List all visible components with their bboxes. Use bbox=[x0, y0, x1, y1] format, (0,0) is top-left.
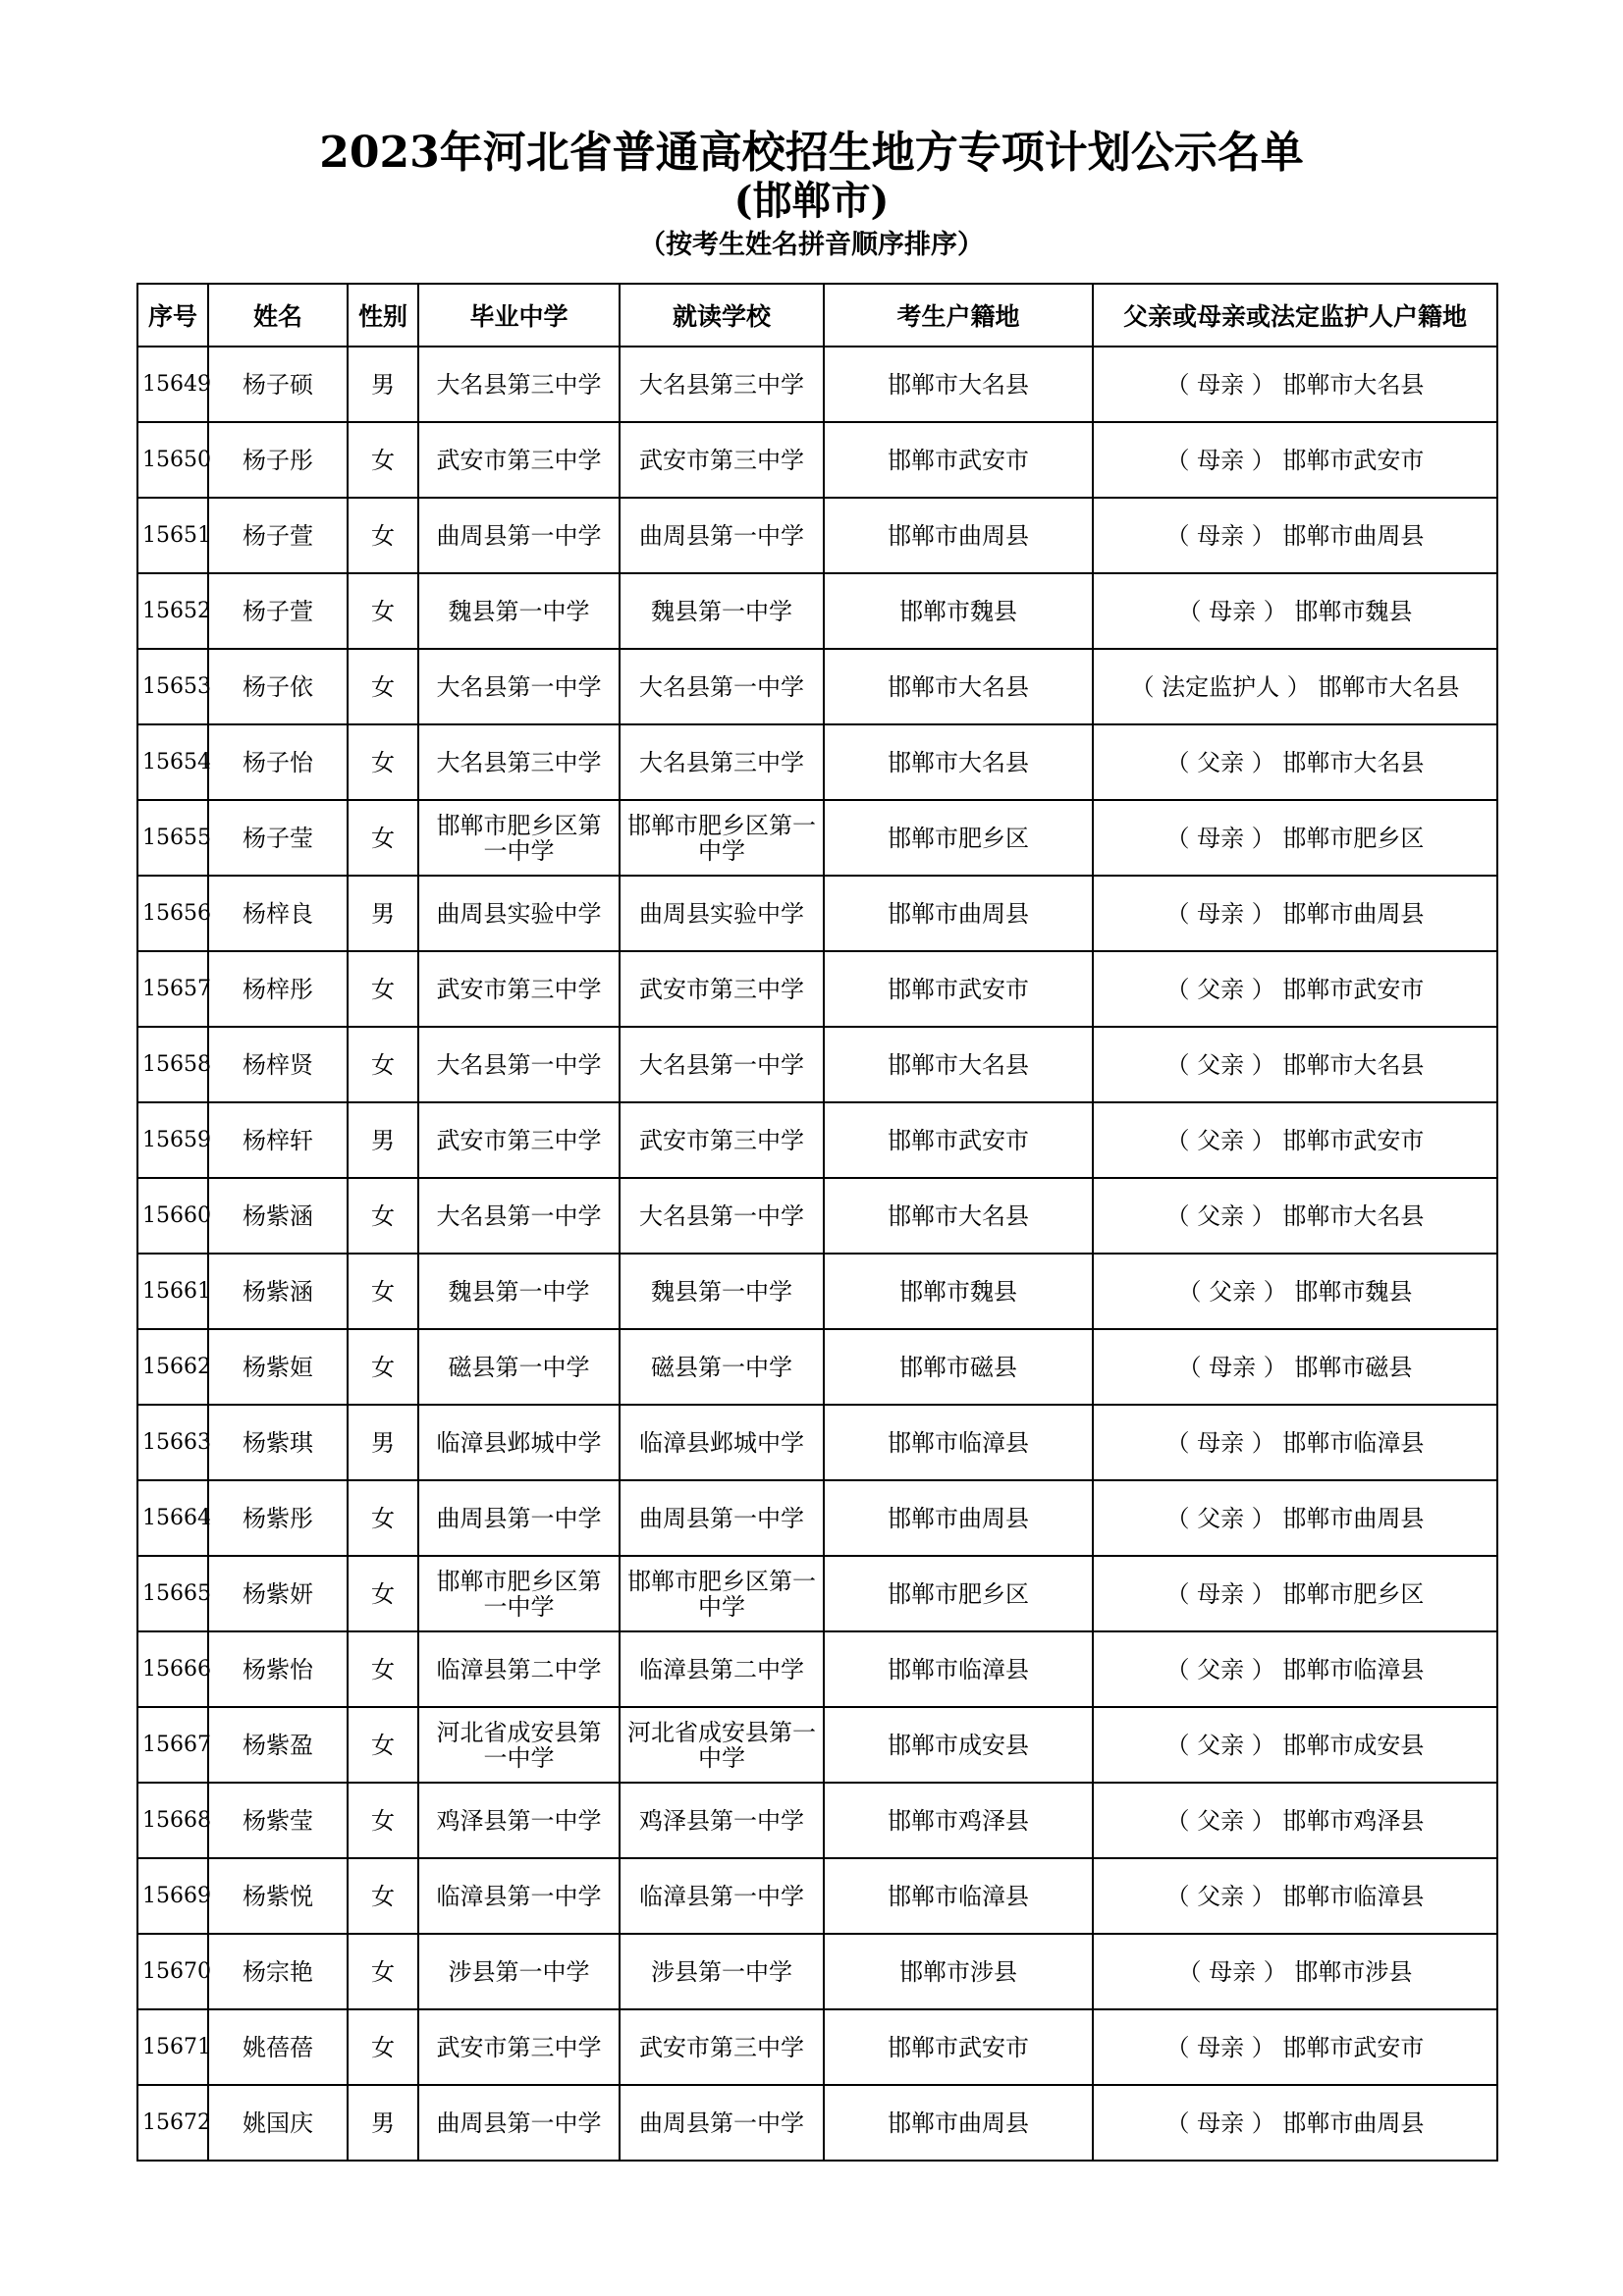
cell-name: 杨宗艳 bbox=[208, 1934, 348, 2009]
header-graduation-school: 毕业中学 bbox=[418, 284, 620, 347]
cell-gender: 女 bbox=[348, 1480, 418, 1556]
table-row bbox=[137, 1707, 1497, 1783]
cell-seq: 15655 bbox=[137, 800, 208, 876]
cell-graduation-school: 邯郸市肥乡区第一中学 bbox=[418, 800, 620, 876]
cell-gender: 女 bbox=[348, 1631, 418, 1707]
header-gender: 性别 bbox=[348, 284, 418, 347]
cell-student-household: 邯郸市大名县 bbox=[824, 649, 1093, 724]
table-row bbox=[137, 1329, 1497, 1405]
cell-student-household: 邯郸市临漳县 bbox=[824, 1858, 1093, 1934]
cell-seq: 15667 bbox=[137, 1707, 208, 1783]
cell-current-school: 魏县第一中学 bbox=[620, 1254, 824, 1329]
cell-seq: 15666 bbox=[137, 1631, 208, 1707]
cell-current-school: 曲周县第一中学 bbox=[620, 498, 824, 573]
cell-guardian-household: （ 母亲 ） 邯郸市魏县 bbox=[1093, 573, 1497, 649]
cell-seq: 15660 bbox=[137, 1178, 208, 1254]
cell-guardian-household: （ 父亲 ） 邯郸市魏县 bbox=[1093, 1254, 1497, 1329]
cell-current-school: 邯郸市肥乡区第一中学 bbox=[620, 800, 824, 876]
cell-student-household: 邯郸市武安市 bbox=[824, 2009, 1093, 2085]
cell-seq: 15672 bbox=[137, 2085, 208, 2161]
cell-graduation-school: 曲周县实验中学 bbox=[418, 876, 620, 951]
cell-seq: 15664 bbox=[137, 1480, 208, 1556]
cell-gender: 男 bbox=[348, 876, 418, 951]
cell-current-school: 大名县第三中学 bbox=[620, 347, 824, 422]
cell-student-household: 邯郸市曲周县 bbox=[824, 1480, 1093, 1556]
cell-gender: 女 bbox=[348, 573, 418, 649]
cell-name: 杨紫姮 bbox=[208, 1329, 348, 1405]
cell-gender: 女 bbox=[348, 800, 418, 876]
cell-student-household: 邯郸市临漳县 bbox=[824, 1405, 1093, 1480]
cell-name: 姚国庆 bbox=[208, 2085, 348, 2161]
cell-current-school: 磁县第一中学 bbox=[620, 1329, 824, 1405]
cell-graduation-school: 临漳县第二中学 bbox=[418, 1631, 620, 1707]
cell-name: 杨紫盈 bbox=[208, 1707, 348, 1783]
cell-current-school: 武安市第三中学 bbox=[620, 951, 824, 1027]
sort-note: （按考生姓名拼音顺序排序） bbox=[639, 230, 984, 260]
cell-graduation-school: 河北省成安县第一中学 bbox=[418, 1707, 620, 1783]
cell-student-household: 邯郸市临漳县 bbox=[824, 1631, 1093, 1707]
cell-graduation-school: 大名县第三中学 bbox=[418, 347, 620, 422]
cell-gender: 女 bbox=[348, 1027, 418, 1102]
cell-guardian-household: （ 父亲 ） 邯郸市武安市 bbox=[1093, 951, 1497, 1027]
admission-list-table bbox=[136, 283, 1498, 2162]
cell-graduation-school: 大名县第一中学 bbox=[418, 1027, 620, 1102]
cell-graduation-school: 武安市第三中学 bbox=[418, 1102, 620, 1178]
cell-current-school: 邯郸市肥乡区第一中学 bbox=[620, 1556, 824, 1631]
cell-seq: 15669 bbox=[137, 1858, 208, 1934]
cell-guardian-household: （ 父亲 ） 邯郸市大名县 bbox=[1093, 724, 1497, 800]
cell-current-school: 武安市第三中学 bbox=[620, 2009, 824, 2085]
cell-guardian-household: （ 母亲 ） 邯郸市曲周县 bbox=[1093, 2085, 1497, 2161]
cell-gender: 女 bbox=[348, 422, 418, 498]
table-row bbox=[137, 422, 1497, 498]
cell-guardian-household: （ 父亲 ） 邯郸市鸡泽县 bbox=[1093, 1783, 1497, 1858]
cell-name: 杨紫妍 bbox=[208, 1556, 348, 1631]
header-guardian-household: 父亲或母亲或法定监护人户籍地 bbox=[1093, 284, 1497, 347]
cell-graduation-school: 磁县第一中学 bbox=[418, 1329, 620, 1405]
cell-guardian-household: （ 父亲 ） 邯郸市曲周县 bbox=[1093, 1480, 1497, 1556]
cell-gender: 男 bbox=[348, 1405, 418, 1480]
cell-student-household: 邯郸市磁县 bbox=[824, 1329, 1093, 1405]
cell-guardian-household: （ 父亲 ） 邯郸市大名县 bbox=[1093, 1027, 1497, 1102]
header-seq: 序号 bbox=[137, 284, 208, 347]
table-row bbox=[137, 800, 1497, 876]
cell-name: 杨梓轩 bbox=[208, 1102, 348, 1178]
cell-seq: 15659 bbox=[137, 1102, 208, 1178]
table-header-row bbox=[137, 284, 1497, 347]
cell-gender: 女 bbox=[348, 1783, 418, 1858]
cell-current-school: 大名县第一中学 bbox=[620, 649, 824, 724]
cell-seq: 15650 bbox=[137, 422, 208, 498]
cell-name: 杨紫莹 bbox=[208, 1783, 348, 1858]
cell-student-household: 邯郸市大名县 bbox=[824, 1027, 1093, 1102]
cell-graduation-school: 武安市第三中学 bbox=[418, 2009, 620, 2085]
cell-name: 杨紫悦 bbox=[208, 1858, 348, 1934]
cell-gender: 女 bbox=[348, 1934, 418, 2009]
cell-name: 杨子硕 bbox=[208, 347, 348, 422]
cell-student-household: 邯郸市大名县 bbox=[824, 724, 1093, 800]
cell-current-school: 曲周县实验中学 bbox=[620, 876, 824, 951]
cell-current-school: 武安市第三中学 bbox=[620, 422, 824, 498]
cell-graduation-school: 鸡泽县第一中学 bbox=[418, 1783, 620, 1858]
table-row bbox=[137, 1027, 1497, 1102]
cell-gender: 女 bbox=[348, 649, 418, 724]
cell-name: 杨紫涵 bbox=[208, 1178, 348, 1254]
cell-graduation-school: 曲周县第一中学 bbox=[418, 2085, 620, 2161]
cell-seq: 15663 bbox=[137, 1405, 208, 1480]
cell-student-household: 邯郸市曲周县 bbox=[824, 498, 1093, 573]
table-row bbox=[137, 1783, 1497, 1858]
cell-guardian-household: （ 母亲 ） 邯郸市曲周县 bbox=[1093, 498, 1497, 573]
table-row bbox=[137, 2085, 1497, 2161]
cell-gender: 女 bbox=[348, 1329, 418, 1405]
cell-current-school: 武安市第三中学 bbox=[620, 1102, 824, 1178]
cell-gender: 女 bbox=[348, 951, 418, 1027]
cell-current-school: 河北省成安县第一中学 bbox=[620, 1707, 824, 1783]
cell-gender: 男 bbox=[348, 2085, 418, 2161]
cell-current-school: 大名县第一中学 bbox=[620, 1027, 824, 1102]
cell-guardian-household: （ 母亲 ） 邯郸市临漳县 bbox=[1093, 1405, 1497, 1480]
cell-guardian-household: （ 母亲 ） 邯郸市肥乡区 bbox=[1093, 800, 1497, 876]
cell-guardian-household: （ 父亲 ） 邯郸市大名县 bbox=[1093, 1178, 1497, 1254]
cell-student-household: 邯郸市曲周县 bbox=[824, 876, 1093, 951]
cell-gender: 女 bbox=[348, 1707, 418, 1783]
header-current-school: 就读学校 bbox=[620, 284, 824, 347]
cell-name: 杨子萱 bbox=[208, 498, 348, 573]
cell-name: 杨紫怡 bbox=[208, 1631, 348, 1707]
cell-name: 杨子萱 bbox=[208, 573, 348, 649]
cell-graduation-school: 临漳县第一中学 bbox=[418, 1858, 620, 1934]
cell-seq: 15662 bbox=[137, 1329, 208, 1405]
cell-name: 杨梓彤 bbox=[208, 951, 348, 1027]
table-row bbox=[137, 1480, 1497, 1556]
table-row bbox=[137, 1254, 1497, 1329]
cell-name: 杨子莹 bbox=[208, 800, 348, 876]
cell-guardian-household: （ 母亲 ） 邯郸市武安市 bbox=[1093, 2009, 1497, 2085]
cell-guardian-household: （ 父亲 ） 邯郸市临漳县 bbox=[1093, 1858, 1497, 1934]
cell-graduation-school: 魏县第一中学 bbox=[418, 573, 620, 649]
cell-seq: 15657 bbox=[137, 951, 208, 1027]
cell-graduation-school: 曲周县第一中学 bbox=[418, 1480, 620, 1556]
cell-current-school: 临漳县邺城中学 bbox=[620, 1405, 824, 1480]
cell-seq: 15658 bbox=[137, 1027, 208, 1102]
cell-name: 杨紫琪 bbox=[208, 1405, 348, 1480]
cell-guardian-household: （ 母亲 ） 邯郸市涉县 bbox=[1093, 1934, 1497, 2009]
cell-gender: 女 bbox=[348, 1556, 418, 1631]
cell-graduation-school: 武安市第三中学 bbox=[418, 951, 620, 1027]
cell-name: 杨梓良 bbox=[208, 876, 348, 951]
cell-graduation-school: 临漳县邺城中学 bbox=[418, 1405, 620, 1480]
cell-student-household: 邯郸市大名县 bbox=[824, 347, 1093, 422]
cell-current-school: 曲周县第一中学 bbox=[620, 1480, 824, 1556]
cell-student-household: 邯郸市鸡泽县 bbox=[824, 1783, 1093, 1858]
page-subtitle: (邯郸市) bbox=[733, 178, 890, 224]
cell-gender: 女 bbox=[348, 498, 418, 573]
cell-student-household: 邯郸市武安市 bbox=[824, 951, 1093, 1027]
header-name: 姓名 bbox=[208, 284, 348, 347]
table-row bbox=[137, 1858, 1497, 1934]
cell-graduation-school: 武安市第三中学 bbox=[418, 422, 620, 498]
cell-graduation-school: 邯郸市肥乡区第一中学 bbox=[418, 1556, 620, 1631]
cell-seq: 15668 bbox=[137, 1783, 208, 1858]
cell-current-school: 临漳县第二中学 bbox=[620, 1631, 824, 1707]
header-student-household: 考生户籍地 bbox=[824, 284, 1093, 347]
cell-seq: 15649 bbox=[137, 347, 208, 422]
cell-seq: 15665 bbox=[137, 1556, 208, 1631]
cell-student-household: 邯郸市成安县 bbox=[824, 1707, 1093, 1783]
cell-seq: 15651 bbox=[137, 498, 208, 573]
cell-guardian-household: （ 父亲 ） 邯郸市武安市 bbox=[1093, 1102, 1497, 1178]
cell-graduation-school: 涉县第一中学 bbox=[418, 1934, 620, 2009]
table-row bbox=[137, 347, 1497, 422]
cell-current-school: 魏县第一中学 bbox=[620, 573, 824, 649]
cell-current-school: 鸡泽县第一中学 bbox=[620, 1783, 824, 1858]
cell-guardian-household: （ 父亲 ） 邯郸市临漳县 bbox=[1093, 1631, 1497, 1707]
cell-student-household: 邯郸市涉县 bbox=[824, 1934, 1093, 2009]
cell-graduation-school: 大名县第三中学 bbox=[418, 724, 620, 800]
table-row bbox=[137, 649, 1497, 724]
table-row bbox=[137, 876, 1497, 951]
cell-seq: 15652 bbox=[137, 573, 208, 649]
table-body bbox=[137, 347, 1497, 2161]
cell-graduation-school: 大名县第一中学 bbox=[418, 1178, 620, 1254]
cell-current-school: 曲周县第一中学 bbox=[620, 2085, 824, 2161]
cell-gender: 男 bbox=[348, 347, 418, 422]
cell-student-household: 邯郸市武安市 bbox=[824, 422, 1093, 498]
cell-guardian-household: （ 母亲 ） 邯郸市武安市 bbox=[1093, 422, 1497, 498]
cell-guardian-household: （ 母亲 ） 邯郸市曲周县 bbox=[1093, 876, 1497, 951]
cell-graduation-school: 曲周县第一中学 bbox=[418, 498, 620, 573]
cell-name: 杨子彤 bbox=[208, 422, 348, 498]
cell-student-household: 邯郸市肥乡区 bbox=[824, 800, 1093, 876]
table-row bbox=[137, 1631, 1497, 1707]
cell-name: 杨梓贤 bbox=[208, 1027, 348, 1102]
cell-current-school: 临漳县第一中学 bbox=[620, 1858, 824, 1934]
table-row bbox=[137, 1556, 1497, 1631]
cell-seq: 15671 bbox=[137, 2009, 208, 2085]
cell-name: 姚蓓蓓 bbox=[208, 2009, 348, 2085]
cell-gender: 女 bbox=[348, 2009, 418, 2085]
cell-seq: 15661 bbox=[137, 1254, 208, 1329]
cell-guardian-household: （ 母亲 ） 邯郸市磁县 bbox=[1093, 1329, 1497, 1405]
table-row bbox=[137, 2009, 1497, 2085]
cell-student-household: 邯郸市魏县 bbox=[824, 573, 1093, 649]
cell-name: 杨紫涵 bbox=[208, 1254, 348, 1329]
cell-name: 杨紫彤 bbox=[208, 1480, 348, 1556]
cell-current-school: 大名县第一中学 bbox=[620, 1178, 824, 1254]
cell-seq: 15653 bbox=[137, 649, 208, 724]
cell-guardian-household: （ 母亲 ） 邯郸市肥乡区 bbox=[1093, 1556, 1497, 1631]
cell-name: 杨子怡 bbox=[208, 724, 348, 800]
cell-guardian-household: （ 父亲 ） 邯郸市成安县 bbox=[1093, 1707, 1497, 1783]
cell-current-school: 涉县第一中学 bbox=[620, 1934, 824, 2009]
cell-seq: 15654 bbox=[137, 724, 208, 800]
table-row bbox=[137, 1405, 1497, 1480]
table-row bbox=[137, 1178, 1497, 1254]
cell-seq: 15656 bbox=[137, 876, 208, 951]
cell-student-household: 邯郸市武安市 bbox=[824, 1102, 1093, 1178]
cell-guardian-household: （ 母亲 ） 邯郸市大名县 bbox=[1093, 347, 1497, 422]
cell-gender: 男 bbox=[348, 1102, 418, 1178]
cell-student-household: 邯郸市曲周县 bbox=[824, 2085, 1093, 2161]
cell-student-household: 邯郸市肥乡区 bbox=[824, 1556, 1093, 1631]
cell-seq: 15670 bbox=[137, 1934, 208, 2009]
table-row bbox=[137, 573, 1497, 649]
table-row bbox=[137, 1102, 1497, 1178]
cell-graduation-school: 大名县第一中学 bbox=[418, 649, 620, 724]
table-row bbox=[137, 498, 1497, 573]
cell-current-school: 大名县第三中学 bbox=[620, 724, 824, 800]
page-title: 2023年河北省普通高校招生地方专项计划公示名单 bbox=[319, 128, 1304, 178]
cell-guardian-household: （ 法定监护人 ） 邯郸市大名县 bbox=[1093, 649, 1497, 724]
table-row bbox=[137, 1934, 1497, 2009]
cell-name: 杨子依 bbox=[208, 649, 348, 724]
cell-gender: 女 bbox=[348, 1254, 418, 1329]
table-row bbox=[137, 724, 1497, 800]
cell-student-household: 邯郸市大名县 bbox=[824, 1178, 1093, 1254]
cell-graduation-school: 魏县第一中学 bbox=[418, 1254, 620, 1329]
cell-gender: 女 bbox=[348, 1858, 418, 1934]
cell-student-household: 邯郸市魏县 bbox=[824, 1254, 1093, 1329]
cell-gender: 女 bbox=[348, 724, 418, 800]
cell-gender: 女 bbox=[348, 1178, 418, 1254]
table-row bbox=[137, 951, 1497, 1027]
